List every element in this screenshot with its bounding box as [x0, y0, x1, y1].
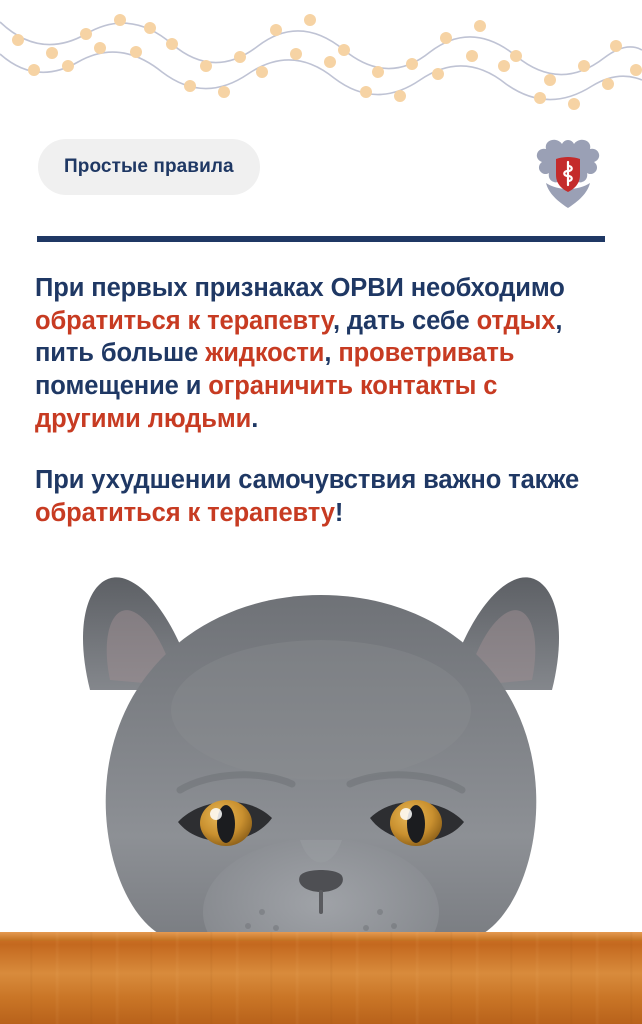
- text-segment: ,: [324, 339, 339, 368]
- rospotrebnadzor-emblem-icon: [532, 135, 604, 213]
- highlight-segment: отдых: [476, 306, 556, 335]
- wooden-table-edge: [0, 932, 642, 1024]
- poster-header: [38, 135, 604, 215]
- highlight-segment: проветривать: [338, 339, 515, 368]
- text-segment: !: [334, 498, 344, 527]
- header-divider: [37, 236, 605, 242]
- text-segment: При первых признаках ОРВИ необходимо: [35, 274, 565, 302]
- highlight-segment: жидкости: [205, 339, 325, 368]
- highlight-segment: обратиться к терапевту: [35, 306, 333, 335]
- text-segment: , дать себе: [332, 306, 477, 335]
- text-segment: помещение и: [35, 371, 209, 400]
- cat-photo: [0, 540, 642, 1024]
- table-wood-grain: [0, 932, 642, 1024]
- garland-decoration: [0, 0, 642, 120]
- text-segment: , пить больше: [35, 306, 563, 368]
- cat-illustration: [0, 540, 642, 940]
- highlight-segment: ограничить контакты с другими людьми: [35, 371, 498, 433]
- text-segment: .: [251, 404, 259, 433]
- paragraph-2: [35, 464, 610, 529]
- paragraph-1: [35, 272, 610, 435]
- poster-body-text: [35, 272, 610, 529]
- simple-rules-badge[interactable]: [38, 139, 260, 195]
- text-segment: При ухудшении самочувствия важно также: [35, 466, 580, 495]
- simple-rules-badge-label: Простые правила: [64, 156, 234, 177]
- highlight-segment: обратиться к терапевту: [35, 498, 335, 527]
